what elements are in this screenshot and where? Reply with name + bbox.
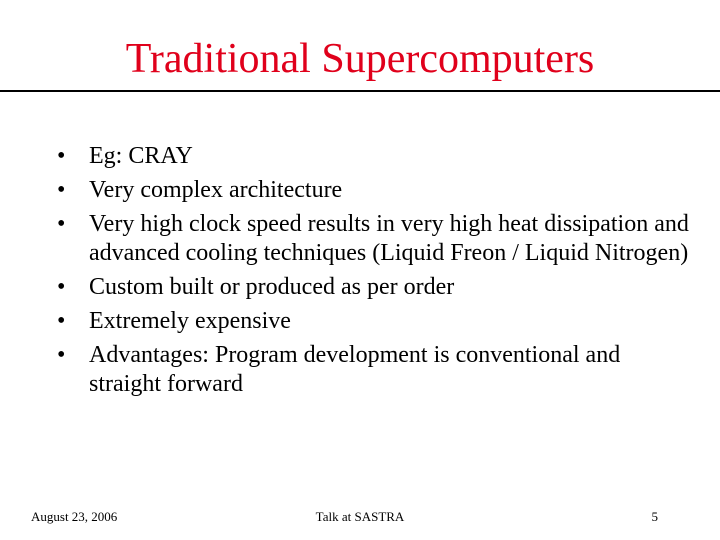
- footer-talk-title: Talk at SASTRA: [315, 509, 405, 524]
- bullet-item: • Very complex architecture: [57, 176, 697, 205]
- slide-title: Traditional Supercomputers: [125, 36, 595, 82]
- footer-page-number: 5: [651, 509, 658, 524]
- bullet-item: • Extremely expensive: [57, 307, 697, 336]
- bullet-item: • Advantages: Program development is conventional and straight forward: [57, 341, 697, 399]
- footer-date: August 23, 2006: [31, 509, 118, 524]
- bullet-item: • Very high clock speed results in very high heat dissipation and advanced cooling techniques (Liquid Freon / Liquid Nitrogen): [57, 210, 697, 268]
- bullet-list: [57, 142, 697, 404]
- bullet-item: • Eg: CRAY: [57, 142, 697, 171]
- title-divider: [0, 90, 720, 92]
- bullet-item: • Custom built or produced as per order: [57, 273, 697, 302]
